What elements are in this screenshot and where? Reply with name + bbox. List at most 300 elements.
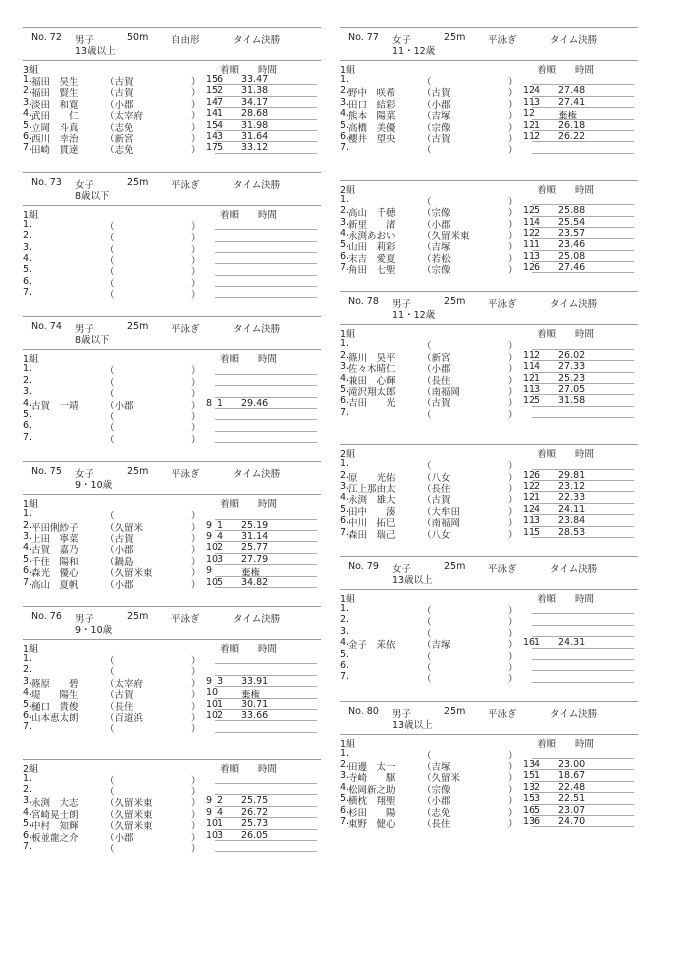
team-name: （久留米東 xyxy=(105,809,153,821)
result-underline xyxy=(532,251,634,262)
finish-place: 1 xyxy=(534,119,541,131)
finish-place: 1 xyxy=(534,492,541,504)
finish-time: 25.08 xyxy=(558,250,586,262)
finish-time: 28.68 xyxy=(241,108,269,120)
team-close-paren: ） xyxy=(191,244,201,256)
heat-block xyxy=(340,589,638,687)
result-underline xyxy=(532,108,634,119)
lane-number: 5. xyxy=(23,553,33,565)
swimmer-age: 11 xyxy=(523,384,536,396)
finish-place: 1 xyxy=(217,698,224,710)
event-block xyxy=(23,172,321,303)
result-underline xyxy=(215,230,317,241)
lane-number: 1. xyxy=(23,652,33,664)
heat-label: 2組 xyxy=(340,449,356,461)
swimmer-name: 杉田 陽 xyxy=(348,807,396,819)
finish-place: 5 xyxy=(534,205,541,217)
place-header: 着順 xyxy=(220,209,240,221)
team-close-paren: ） xyxy=(191,434,201,446)
event-stroke: 平泳ぎ xyxy=(171,613,200,625)
result-underline xyxy=(532,759,634,770)
finish-place: 2 xyxy=(534,781,541,793)
result-row xyxy=(340,503,638,518)
team-close-paren: ） xyxy=(508,219,518,231)
heat-header xyxy=(340,445,638,461)
swimmer-age: 12 xyxy=(523,108,536,120)
event-stroke: 自由形 xyxy=(171,35,200,46)
team-name: （小郡 xyxy=(105,99,134,111)
team-name: （ xyxy=(105,655,115,667)
team-close-paren: ） xyxy=(191,832,201,844)
event-number: No. 72 xyxy=(31,32,62,43)
result-underline xyxy=(532,85,634,96)
lane-number: 7. xyxy=(340,526,350,538)
result-row xyxy=(23,142,321,157)
swimmer-age: 11 xyxy=(523,361,536,373)
team-close-paren: ） xyxy=(191,775,201,787)
swimmer-name: 原 光佑 xyxy=(348,472,396,484)
result-underline xyxy=(215,664,317,675)
swimmer-name: 樋口 貴俊 xyxy=(31,701,79,713)
event-kind: タイム決勝 xyxy=(233,469,281,481)
event-stroke: 平泳ぎ xyxy=(171,324,200,336)
team-name: （ xyxy=(422,461,432,473)
result-row xyxy=(340,614,638,629)
lane-number: 2. xyxy=(23,664,33,676)
team-name: （ xyxy=(422,674,432,686)
finish-place: 3 xyxy=(217,130,224,142)
result-underline xyxy=(532,74,634,85)
lane-number: 5. xyxy=(23,119,33,131)
team-name: （小郡 xyxy=(422,99,451,111)
team-close-paren: ） xyxy=(191,377,201,389)
lane-number: 2. xyxy=(340,469,350,481)
swimmer-name: 田邊 太一 xyxy=(348,762,396,774)
swimmer-age: 12 xyxy=(523,503,536,515)
finish-time: 18.67 xyxy=(558,770,586,782)
heat-header xyxy=(340,735,638,748)
swimmer-name: 角田 七聖 xyxy=(348,265,396,277)
place-header: 着順 xyxy=(220,354,240,366)
team-close-paren: ） xyxy=(508,674,518,686)
result-underline xyxy=(215,420,317,431)
place-header: 着順 xyxy=(537,738,557,750)
heat-label: 1組 xyxy=(23,643,39,655)
lane-number: 5. xyxy=(340,503,350,515)
swimmer-age: 9 xyxy=(206,806,213,818)
result-row xyxy=(340,816,638,831)
event-age-group: 9・10歳 xyxy=(75,480,113,492)
result-underline xyxy=(215,97,317,108)
lane-number: 6. xyxy=(23,420,33,432)
result-underline xyxy=(532,660,634,671)
time-header: 時間 xyxy=(258,763,278,775)
finish-time: 27.46 xyxy=(558,262,586,274)
result-row xyxy=(23,553,321,568)
lane-number: 2. xyxy=(23,519,33,531)
event-header xyxy=(23,461,321,494)
lane-number: 1. xyxy=(23,218,33,230)
result-row xyxy=(340,119,638,134)
finish-place: 1 xyxy=(534,239,541,251)
finish-time: 23.84 xyxy=(558,515,586,527)
finish-time: 25.73 xyxy=(241,818,269,830)
team-close-paren: ） xyxy=(191,798,201,810)
swimmer-age: 13 xyxy=(523,781,536,793)
team-close-paren: ） xyxy=(508,773,518,785)
result-underline xyxy=(532,603,634,614)
team-name: （小郡 xyxy=(422,796,451,808)
swimmer-name: 田口 結彩 xyxy=(348,99,396,111)
swimmer-name: 篠原 碧 xyxy=(31,678,79,690)
result-row xyxy=(340,458,638,473)
swimmer-name: 山田 莉彩 xyxy=(348,242,396,254)
event-header xyxy=(23,606,321,639)
heat-block xyxy=(340,324,638,422)
result-row xyxy=(23,409,321,424)
team-name: （宗像 xyxy=(422,784,451,796)
swimmer-name: 永渕 大志 xyxy=(31,798,79,810)
team-close-paren: ） xyxy=(191,111,201,123)
finish-time: 23.12 xyxy=(558,480,586,492)
team-name: （八女 xyxy=(422,529,451,541)
result-underline xyxy=(532,504,634,515)
team-name: （太宰府 xyxy=(105,678,144,690)
result-row xyxy=(23,721,321,736)
swimmer-name: 櫻井 望央 xyxy=(348,133,396,145)
finish-place: 5 xyxy=(534,804,541,816)
result-row xyxy=(23,542,321,557)
team-close-paren: ） xyxy=(508,265,518,277)
result-row xyxy=(340,759,638,774)
event-distance: 25m xyxy=(444,705,466,717)
swimmer-name: 宮崎晃士朗 xyxy=(31,809,79,821)
finish-place: 1 xyxy=(217,108,224,120)
event-header xyxy=(340,701,638,734)
result-underline xyxy=(532,481,634,492)
lane-number: 3. xyxy=(23,530,33,542)
swimmer-age: 12 xyxy=(523,205,536,217)
lane-number: 2. xyxy=(340,205,350,217)
swimmer-name: 中川 拓巳 xyxy=(348,518,396,530)
swimmer-name: 武田 仁 xyxy=(31,111,79,123)
finish-time: 26.05 xyxy=(241,829,269,841)
place-header: 着順 xyxy=(537,449,557,461)
finish-place: 6 xyxy=(534,816,541,828)
result-row xyxy=(340,526,638,541)
team-close-paren: ） xyxy=(508,796,518,808)
event-distance: 25m xyxy=(127,321,149,333)
result-underline xyxy=(215,554,317,565)
event-age-group: 13歳以上 xyxy=(75,46,116,57)
result-row xyxy=(340,492,638,507)
swimmer-age: 11 xyxy=(523,216,536,228)
result-row xyxy=(340,770,638,785)
event-stroke: 平泳ぎ xyxy=(171,179,200,191)
result-underline xyxy=(215,120,317,131)
finish-time: 24.31 xyxy=(558,637,586,649)
result-underline xyxy=(532,194,634,205)
swimmer-name: 田崎 貫達 xyxy=(31,145,79,157)
finish-time: 34.17 xyxy=(241,96,269,108)
team-close-paren: ） xyxy=(508,99,518,111)
team-close-paren: ） xyxy=(508,230,518,242)
finish-time: 23.00 xyxy=(558,759,586,771)
result-underline xyxy=(532,614,634,625)
team-name: （吉塚 xyxy=(422,640,451,652)
team-close-paren: ） xyxy=(508,387,518,399)
swimmer-age: 17 xyxy=(206,142,219,154)
result-row xyxy=(23,218,321,233)
lane-number: 5. xyxy=(340,648,350,660)
place-header: 着順 xyxy=(537,593,557,605)
finish-place: 5 xyxy=(217,576,224,588)
event-age-group: 8歳以下 xyxy=(75,335,110,347)
swimmer-name: 高橋 美優 xyxy=(348,122,396,134)
finish-place: 5 xyxy=(534,395,541,407)
lane-number: 3. xyxy=(23,795,33,807)
lane-number: 3. xyxy=(340,625,350,637)
swimmer-age: 12 xyxy=(523,119,536,131)
result-row xyxy=(23,275,321,290)
finish-time: 26.22 xyxy=(558,130,586,142)
result-row xyxy=(340,671,638,686)
team-name: （吉塚 xyxy=(422,111,451,123)
result-underline xyxy=(215,721,317,732)
swimmer-name: 立岡 斗真 xyxy=(31,122,79,134)
team-name: （新宮 xyxy=(422,352,451,364)
finish-place: 3 xyxy=(534,384,541,396)
result-row xyxy=(23,130,321,145)
lane-number: 4. xyxy=(23,806,33,818)
heat-label: 2組 xyxy=(23,763,39,775)
lane-number: 3. xyxy=(23,241,33,253)
result-row xyxy=(23,508,321,523)
result-underline xyxy=(532,384,634,395)
result-row xyxy=(23,530,321,545)
team-close-paren: ） xyxy=(508,341,518,353)
team-name: （宗像 xyxy=(422,208,451,220)
heat-block xyxy=(23,494,321,592)
heat-label: 1組 xyxy=(340,593,356,605)
team-close-paren: ） xyxy=(191,366,201,378)
team-name: （ xyxy=(105,667,115,679)
swimmer-age: 9 xyxy=(206,675,213,687)
swimmer-age: 15 xyxy=(523,770,536,782)
result-row xyxy=(23,241,321,256)
lane-number: 6. xyxy=(23,709,33,721)
team-name: （ xyxy=(105,787,115,799)
lane-number: 2. xyxy=(23,230,33,242)
event-header xyxy=(340,291,638,324)
swimmer-age: 10 xyxy=(206,709,219,721)
team-close-paren: ） xyxy=(191,412,201,424)
lane-number: 6. xyxy=(340,659,350,671)
result-underline xyxy=(215,565,317,576)
event-gender: 男子 xyxy=(392,299,412,311)
lane-number: 4. xyxy=(23,108,33,120)
swimmer-name: 板並龍之介 xyxy=(31,832,79,844)
lane-number: 1. xyxy=(23,508,33,520)
finish-place: 7 xyxy=(217,96,224,108)
lane-number: 5. xyxy=(340,793,350,805)
event-kind: タイム決勝 xyxy=(550,708,598,720)
team-name: （ xyxy=(105,412,115,424)
heat-label: 2組 xyxy=(340,184,356,196)
lane-number: 6. xyxy=(23,275,33,287)
finish-time: 28.53 xyxy=(558,526,586,538)
event-gender: 女子 xyxy=(75,179,95,191)
team-close-paren: ） xyxy=(508,807,518,819)
team-close-paren: ） xyxy=(508,628,518,640)
swimmer-age: 9 xyxy=(206,795,213,807)
team-name: （古賀 xyxy=(105,533,134,545)
event-number: No. 75 xyxy=(31,466,62,478)
lane-number: 3. xyxy=(23,386,33,398)
swimmer-age: 11 xyxy=(523,526,536,538)
result-row xyxy=(23,287,321,302)
lane-number: 6. xyxy=(23,130,33,142)
result-underline xyxy=(532,142,634,153)
result-underline xyxy=(215,784,317,795)
swimmer-name: 金子 茉依 xyxy=(348,640,396,652)
swimmer-name: 福田 賢生 xyxy=(31,88,79,100)
team-name: （若松 xyxy=(422,253,451,265)
lane-number: 4. xyxy=(23,397,33,409)
event-gap xyxy=(340,687,638,701)
result-row xyxy=(340,96,638,111)
lane-number: 4. xyxy=(340,492,350,504)
lane-number: 6. xyxy=(23,829,33,841)
finish-time: 棄権 xyxy=(241,568,261,580)
team-name: （ xyxy=(105,724,115,736)
team-name: （ xyxy=(105,775,115,787)
time-header: 時間 xyxy=(258,65,278,76)
result-underline xyxy=(532,338,634,349)
result-row xyxy=(340,406,638,421)
team-name: （古賀 xyxy=(105,88,134,100)
finish-place: 4 xyxy=(534,759,541,771)
result-row xyxy=(23,772,321,787)
result-row xyxy=(23,519,321,534)
lane-number: 1. xyxy=(23,363,33,375)
lane-number: 2. xyxy=(23,85,33,97)
event-block xyxy=(23,27,321,158)
team-name: （ xyxy=(105,389,115,401)
team-close-paren: ） xyxy=(191,545,201,557)
lane-number: 1. xyxy=(340,193,350,205)
finish-time: 26.72 xyxy=(241,806,269,818)
lane-number: 3. xyxy=(340,361,350,373)
result-row xyxy=(340,515,638,530)
finish-place: 3 xyxy=(217,829,224,841)
swimmer-age: 15 xyxy=(206,74,219,85)
lane-number: 1. xyxy=(340,458,350,470)
event-gender: 女子 xyxy=(392,35,412,46)
lane-number: 3. xyxy=(340,480,350,492)
swimmer-age: 12 xyxy=(523,85,536,97)
result-row xyxy=(340,262,638,277)
result-row xyxy=(23,96,321,111)
swimmer-age: 15 xyxy=(523,793,536,805)
result-row xyxy=(340,108,638,123)
finish-time: 25.23 xyxy=(558,372,586,384)
swimmer-name: 高山 夏帆 xyxy=(31,579,79,591)
finish-time: 29.81 xyxy=(558,469,586,481)
lane-number: 4. xyxy=(340,108,350,120)
lane-number: 5. xyxy=(23,818,33,830)
lane-number: 5. xyxy=(23,409,33,421)
team-close-paren: ） xyxy=(508,651,518,663)
result-row xyxy=(340,130,638,145)
result-underline xyxy=(532,671,634,682)
result-underline xyxy=(532,626,634,637)
result-underline xyxy=(215,253,317,264)
swimmer-name: 森光 優心 xyxy=(31,568,79,580)
lane-number: 2. xyxy=(340,759,350,771)
team-name: （長住 xyxy=(105,701,134,713)
swimmer-name: 山本恵太朗 xyxy=(31,712,79,724)
result-underline xyxy=(215,264,317,275)
team-name: （ xyxy=(422,662,432,674)
swimmer-age: 11 xyxy=(523,349,536,361)
heat-header xyxy=(23,640,321,653)
finish-time: 33.47 xyxy=(241,74,269,85)
lane-number: 6. xyxy=(340,515,350,527)
team-close-paren: ） xyxy=(191,787,201,799)
team-close-paren: ） xyxy=(508,242,518,254)
event-kind: タイム決勝 xyxy=(550,35,598,46)
result-underline xyxy=(532,637,634,648)
lane-number: 7. xyxy=(23,431,33,443)
finish-time: 33.12 xyxy=(241,142,269,154)
right-column xyxy=(340,27,638,831)
swimmer-name: 兼田 心輝 xyxy=(348,375,396,387)
team-close-paren: ） xyxy=(191,690,201,702)
finish-place: 3 xyxy=(534,250,541,262)
swimmer-age: 10 xyxy=(206,698,219,710)
finish-time: 31.98 xyxy=(241,119,269,131)
team-close-paren: ） xyxy=(191,678,201,690)
swimmer-age: 12 xyxy=(523,480,536,492)
finish-time: 33.91 xyxy=(241,675,269,687)
result-row xyxy=(23,386,321,401)
lane-number: 3. xyxy=(340,96,350,108)
result-underline xyxy=(215,807,317,818)
finish-time: 24.70 xyxy=(558,816,586,828)
lane-number: 2. xyxy=(340,85,350,97)
lane-number: 4. xyxy=(23,542,33,554)
finish-place: 2 xyxy=(217,709,224,721)
result-row xyxy=(23,664,321,679)
team-close-paren: ） xyxy=(508,364,518,376)
result-row xyxy=(23,795,321,810)
finish-place: 4 xyxy=(217,806,224,818)
team-name: （ xyxy=(105,221,115,233)
team-close-paren: ） xyxy=(191,809,201,821)
team-close-paren: ） xyxy=(508,461,518,473)
result-underline xyxy=(215,841,317,852)
result-underline xyxy=(215,542,317,553)
event-kind: タイム決勝 xyxy=(233,324,281,336)
swimmer-name: 野中 咲希 xyxy=(348,88,396,100)
team-close-paren: ） xyxy=(508,472,518,484)
event-distance: 25m xyxy=(444,32,466,43)
team-name: （ xyxy=(422,628,432,640)
result-row xyxy=(340,372,638,387)
result-row xyxy=(23,119,321,134)
event-gap xyxy=(340,542,638,556)
